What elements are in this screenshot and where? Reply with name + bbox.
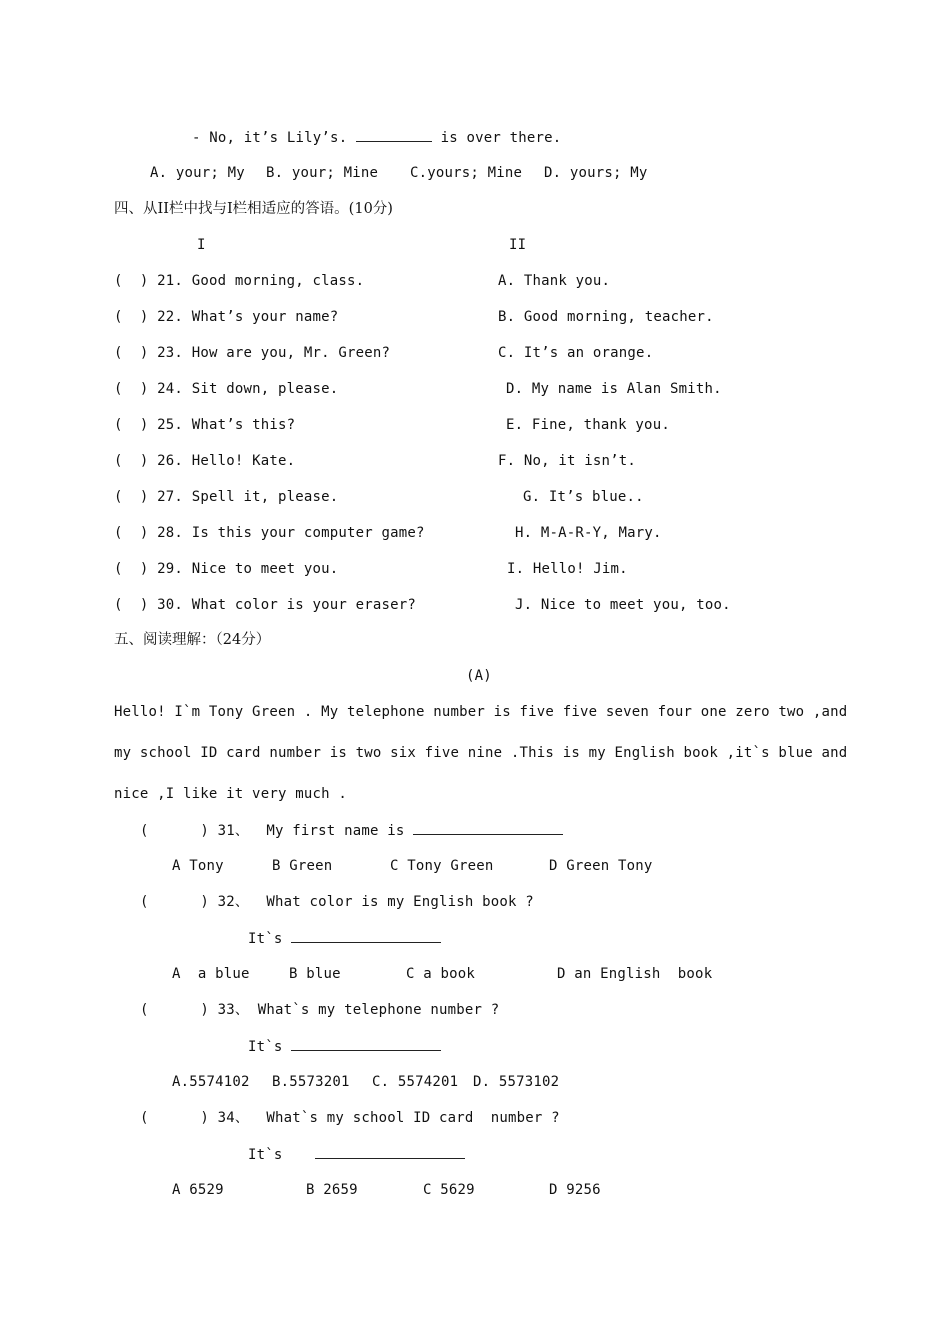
question-row-33 bbox=[140, 1000, 499, 1020]
q31-option-c: C Tony Green bbox=[390, 858, 494, 874]
answer-prefix: It`s bbox=[248, 1147, 292, 1163]
question-row-32 bbox=[140, 892, 534, 912]
question-row-27 bbox=[114, 487, 338, 507]
question-row-21 bbox=[114, 271, 364, 291]
answer-blank[interactable] bbox=[291, 1036, 441, 1051]
question-number: 31、 bbox=[217, 823, 250, 839]
question-number: 26. bbox=[157, 453, 184, 469]
question-number: 34、 bbox=[217, 1110, 250, 1126]
answer-bracket[interactable]: ( ) bbox=[114, 597, 149, 613]
q32-option-b: B blue bbox=[289, 966, 341, 982]
answer-bracket[interactable]: ( ) bbox=[114, 561, 149, 577]
question-text: What’s this? bbox=[191, 417, 296, 433]
answer-c: C. It’s an orange. bbox=[498, 345, 654, 361]
question-row-28 bbox=[114, 523, 425, 543]
question-text: What`s my school ID card number ? bbox=[266, 1110, 560, 1126]
q32-option-d: D an English book bbox=[557, 966, 713, 982]
q34-option-c: C 5629 bbox=[423, 1182, 475, 1198]
question-number: 22. bbox=[157, 309, 184, 325]
q31-option-b: B Green bbox=[272, 858, 333, 874]
question-number: 27. bbox=[157, 489, 184, 505]
question-row-30 bbox=[114, 595, 416, 615]
question-number: 33、 bbox=[217, 1002, 250, 1018]
answer-blank[interactable] bbox=[413, 820, 563, 835]
answer-bracket[interactable]: ( ) bbox=[114, 417, 149, 433]
question-text: What color is my English book ? bbox=[266, 894, 534, 910]
answer-bracket[interactable]: ( ) bbox=[114, 525, 149, 541]
answer-bracket[interactable]: ( ) bbox=[114, 489, 149, 505]
q34-option-d: D 9256 bbox=[549, 1182, 601, 1198]
answer-bracket[interactable]: ( ) bbox=[140, 894, 210, 910]
q32-answer-line bbox=[248, 928, 441, 949]
q31-option-a: A Tony bbox=[172, 858, 224, 874]
question-number: 23. bbox=[157, 345, 184, 361]
question-number: 28. bbox=[157, 525, 184, 541]
answer-bracket[interactable]: ( ) bbox=[114, 273, 149, 289]
question-row-29 bbox=[114, 559, 338, 579]
question-text: What`s my telephone number ? bbox=[257, 1002, 500, 1018]
question-row-34 bbox=[140, 1108, 560, 1128]
q20-option-a: A. your; My bbox=[150, 165, 245, 181]
answer-bracket[interactable]: ( ) bbox=[140, 1002, 210, 1018]
question-text: What’s your name? bbox=[191, 309, 339, 325]
answer-i: I. Hello! Jim. bbox=[507, 561, 628, 577]
question-text: Sit down, please. bbox=[191, 381, 339, 397]
question-number: 29. bbox=[157, 561, 184, 577]
q20-option-d: D. yours; My bbox=[544, 165, 648, 181]
question-row-25 bbox=[114, 415, 295, 435]
question-row-26 bbox=[114, 451, 295, 471]
answer-blank[interactable] bbox=[315, 1144, 465, 1159]
question-row-24 bbox=[114, 379, 338, 399]
question-row-22 bbox=[114, 307, 338, 327]
answer-j: J. Nice to meet you, too. bbox=[515, 597, 731, 613]
answer-a: A. Thank you. bbox=[498, 273, 611, 289]
q33-option-d: D. 5573102 bbox=[473, 1074, 560, 1090]
passage-line-1: Hello! I`m Tony Green . My telephone number is five five seven four one zero two ,and bbox=[114, 704, 848, 720]
q20-option-b: B. your; Mine bbox=[266, 165, 379, 181]
q31-option-d: D Green Tony bbox=[549, 858, 653, 874]
question-row-31 bbox=[140, 820, 563, 841]
answer-f: F. No, it isn’t. bbox=[498, 453, 637, 469]
q33-option-a: A.5574102 bbox=[172, 1074, 250, 1090]
answer-bracket[interactable]: ( ) bbox=[140, 823, 210, 839]
q20-text-before: - No, it’s Lily’s. bbox=[192, 130, 356, 146]
answer-b: B. Good morning, teacher. bbox=[498, 309, 714, 325]
answer-bracket[interactable]: ( ) bbox=[140, 1110, 210, 1126]
section4-col2-header: II bbox=[509, 237, 527, 253]
q33-option-b: B.5573201 bbox=[272, 1074, 350, 1090]
answer-bracket[interactable]: ( ) bbox=[114, 309, 149, 325]
answer-g: G. It’s blue.. bbox=[523, 489, 644, 505]
question-row-23 bbox=[114, 343, 390, 363]
q32-option-a: A a blue bbox=[172, 966, 250, 982]
answer-d: D. My name is Alan Smith. bbox=[506, 381, 722, 397]
section5-heading: 五、阅读理解：（24分） bbox=[114, 632, 271, 648]
question-number: 25. bbox=[157, 417, 184, 433]
question-text: What color is your eraser? bbox=[191, 597, 417, 613]
question-text: Is this your computer game? bbox=[191, 525, 425, 541]
question-text: Good morning, class. bbox=[191, 273, 365, 289]
answer-bracket[interactable]: ( ) bbox=[114, 453, 149, 469]
q33-answer-line bbox=[248, 1036, 441, 1057]
answer-blank[interactable] bbox=[291, 928, 441, 943]
q34-option-a: A 6529 bbox=[172, 1182, 224, 1198]
question-number: 32、 bbox=[217, 894, 250, 910]
answer-h: H. M-A-R-Y, Mary. bbox=[515, 525, 662, 541]
answer-bracket[interactable]: ( ) bbox=[114, 381, 149, 397]
q20-blank bbox=[356, 127, 432, 142]
answer-e: E. Fine, thank you. bbox=[506, 417, 670, 433]
answer-prefix: It`s bbox=[248, 931, 292, 947]
passage-line-3: nice ,I like it very much . bbox=[114, 786, 347, 802]
question-text: Nice to meet you. bbox=[191, 561, 339, 577]
q34-option-b: B 2659 bbox=[306, 1182, 358, 1198]
passage-line-2: my school ID card number is two six five nine .This is my English book ,it`s blue and bbox=[114, 745, 848, 761]
q33-option-c: C. 5574201 bbox=[372, 1074, 459, 1090]
q20-option-c: C.yours; Mine bbox=[410, 165, 523, 181]
question-text: Hello! Kate. bbox=[191, 453, 296, 469]
part-a-label: (A) bbox=[466, 668, 492, 684]
q32-option-c: C a book bbox=[406, 966, 476, 982]
question-text: My first name is bbox=[266, 823, 414, 839]
section4-col1-header: I bbox=[197, 237, 206, 253]
q20-text-after: is over there. bbox=[431, 130, 562, 146]
section4-heading: 四、从II栏中找与I栏相适应的答语。(10分) bbox=[114, 201, 393, 217]
answer-bracket[interactable]: ( ) bbox=[114, 345, 149, 361]
question-number: 30. bbox=[157, 597, 184, 613]
question-text: Spell it, please. bbox=[191, 489, 339, 505]
question-text: How are you, Mr. Green? bbox=[191, 345, 391, 361]
answer-prefix: It`s bbox=[248, 1039, 292, 1055]
q34-answer-line bbox=[248, 1144, 465, 1165]
question-number: 24. bbox=[157, 381, 184, 397]
question-number: 21. bbox=[157, 273, 184, 289]
q20-answer-line bbox=[192, 127, 561, 148]
